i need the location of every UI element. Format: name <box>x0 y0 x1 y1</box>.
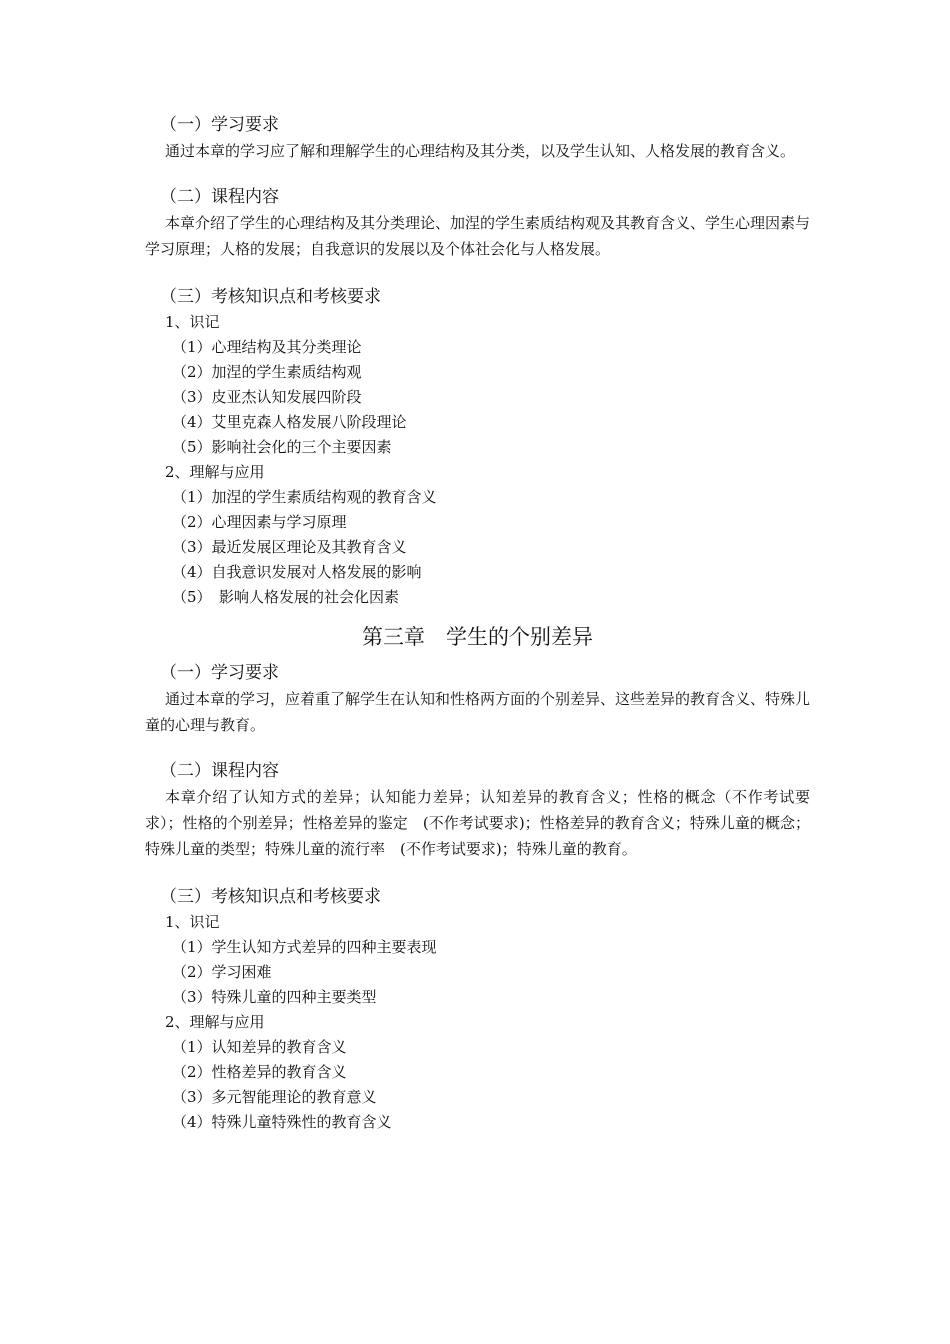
list-item: （2）心理因素与学习原理 <box>172 513 347 531</box>
list-item: （1）学生认知方式差异的四种主要表现 <box>172 938 437 956</box>
paragraph-learning-requirements: 通过本章的学习应了解和理解学生的心理结构及其分类，以及学生认知、人格发展的教育含义。 <box>165 142 796 160</box>
list-item: （2）性格差异的教育含义 <box>172 1063 347 1081</box>
list-item: （4）自我意识发展对人格发展的影响 <box>172 563 422 581</box>
list-item: （1）认知差异的教育含义 <box>172 1038 347 1056</box>
subheading-apply: 2、理解与应用 <box>165 1013 265 1031</box>
section-heading-learning-requirements: （一）学习要求 <box>160 115 279 135</box>
list-item: （4）特殊儿童特殊性的教育含义 <box>172 1113 392 1131</box>
list-item: （3）皮亚杰认知发展四阶段 <box>172 388 362 406</box>
section-heading-assessment: （三）考核知识点和考核要求 <box>160 887 381 907</box>
paragraph-course-content: 本章介绍了学生的心理结构及其分类理论、加涅的学生素质结构观及其教育含义、学生心理因素与学习原理；人格的发展；自我意识的发展以及个体社会化与人格发展。 <box>145 214 811 258</box>
list-item: （4）艾里克森人格发展八阶段理论 <box>172 413 407 431</box>
paragraph-course-content: 本章介绍了认知方式的差异；认知能力差异；认知差异的教育含义；性格的概念（不作考试要求）；性格的个别差异；性格差异的鉴定 (不作考试要求)；性格差异的教育含义；特殊儿童的概念；特殊儿童的类型；特殊儿童的流行率 (不作考试要求)；特殊儿童的教育。 <box>145 788 810 858</box>
subheading-recall: 1、识记 <box>165 913 220 931</box>
section-heading-course-content: （二）课程内容 <box>160 761 279 781</box>
list-item: （1）心理结构及其分类理论 <box>172 338 362 356</box>
section-heading-assessment: （三）考核知识点和考核要求 <box>160 287 381 307</box>
list-item: （3）多元智能理论的教育意义 <box>172 1088 377 1106</box>
document-page <box>145 112 810 1135</box>
list-item: （1）加涅的学生素质结构观的教育含义 <box>172 488 437 506</box>
list-item: （5） 影响人格发展的社会化因素 <box>172 588 400 606</box>
list-item: （2）加涅的学生素质结构观 <box>172 363 362 381</box>
list-item: （3）特殊儿童的四种主要类型 <box>172 988 377 1006</box>
section-heading-course-content: （二）课程内容 <box>160 187 279 207</box>
paragraph-learning-requirements: 通过本章的学习，应着重了解学生在认知和性格两方面的个别差异、这些差异的教育含义、特殊儿童的心理与教育。 <box>145 690 811 734</box>
list-item: （3）最近发展区理论及其教育含义 <box>172 538 407 556</box>
section-heading-learning-requirements: （一）学习要求 <box>160 663 279 683</box>
subheading-apply: 2、理解与应用 <box>165 463 265 481</box>
subheading-recall: 1、识记 <box>165 313 220 331</box>
list-item: （2）学习困难 <box>172 963 272 981</box>
chapter-title: 第三章 学生的个别差异 <box>362 625 593 649</box>
list-item: （5）影响社会化的三个主要因素 <box>172 438 392 456</box>
